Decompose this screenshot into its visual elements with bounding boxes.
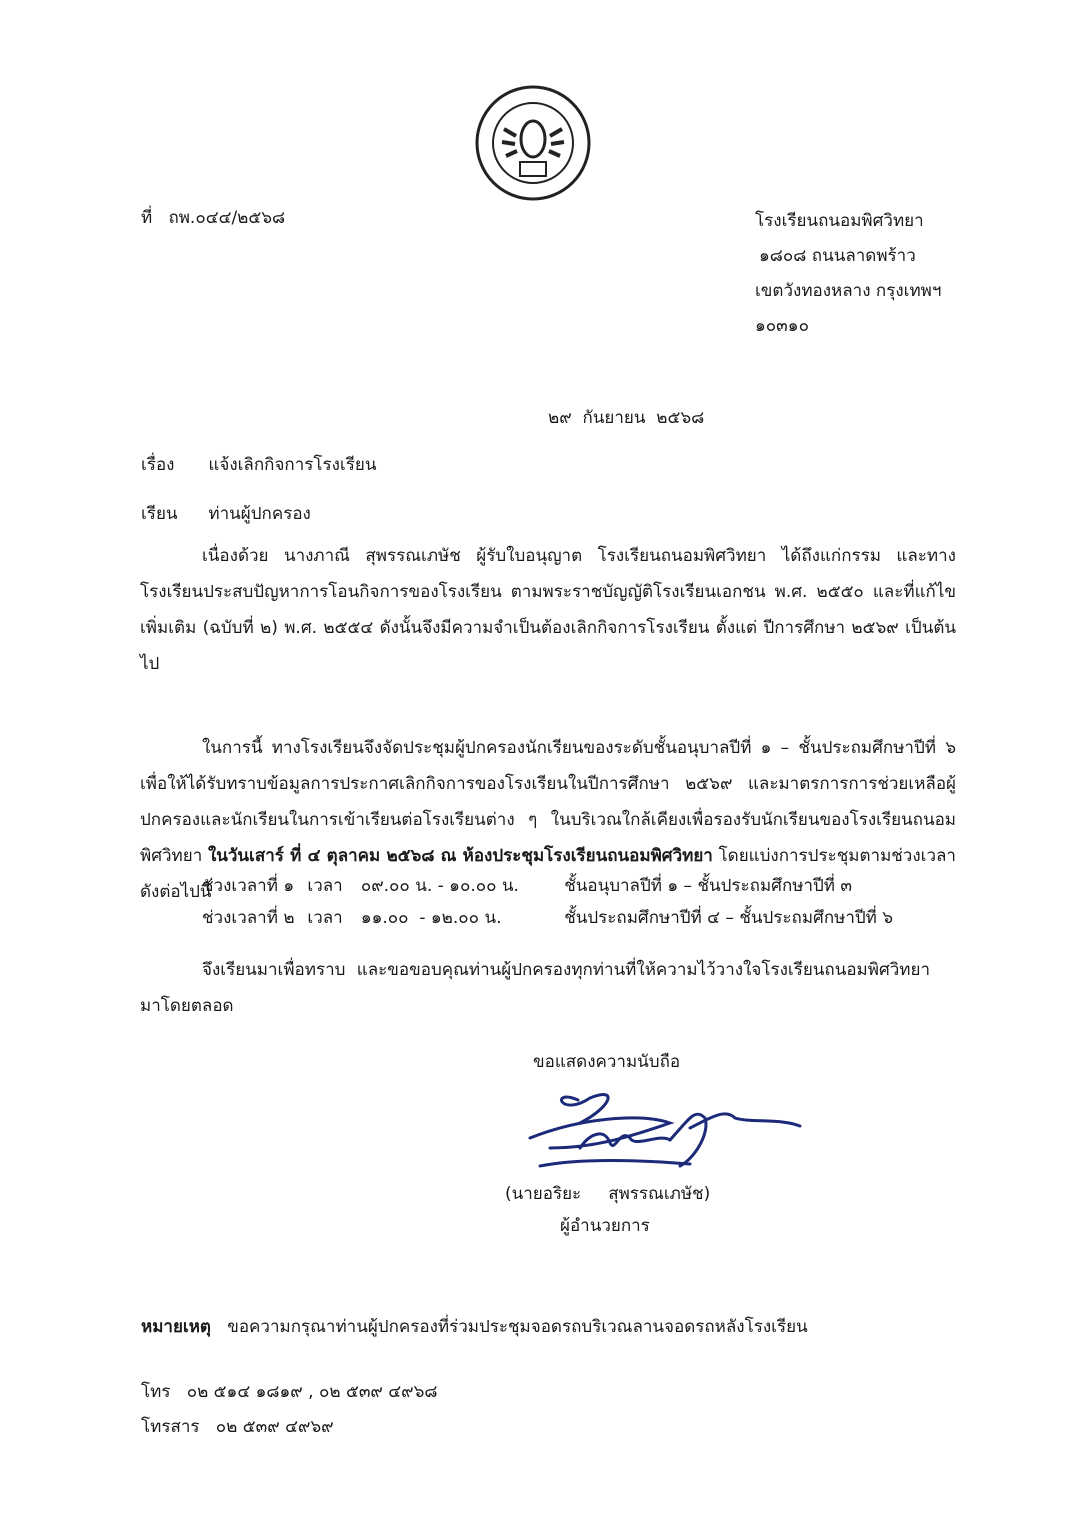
subject-label: เรื่อง [141,455,175,475]
meeting-date-location: ในวันเสาร์ ที่ ๔ ตุลาคม ๒๕๖๘ ณ ห้องประชุมโรงเรียนถนอมพิศวิทยา [207,846,713,866]
recipient-line [141,500,311,527]
fax-label: โทรสาร [141,1417,200,1437]
body-paragraph-1: เนื่องด้วย นางภาณี สุพรรณเภษัช ผู้รับใบอนุญาต โรงเรียนถนอมพิศวิทยา ได้ถึงแก่กรรม และทางโรงเรียนประสบปัญหาการโอนกิจการของโรงเรียน ตามพระราชบัญญัติโรงเรียนเอกชน พ.ศ. ๒๕๕๐ และที่แก้ไขเพิ่มเติม (ฉบับที่ ๒) พ.ศ. ๒๕๕๔ ดังนั้นจึงมีความจำเป็นต้องเลิกกิจการโรงเรียน ตั้งแต่ ปีการศึกษา ๒๕๖๙ เป็นต้นไป [140,546,956,674]
reference-number [141,204,285,231]
session-row [202,902,893,934]
paragraph2-text: ในการนี้ ทางโรงเรียนจึงจัดประชุมผู้ปกครองนักเรียนของระดับชั้นอนุบาลปีที่ ๑ – ชั้นประถมศึกษาปีที่ ๖ เพื่อให้ได้รับทราบข้อมูลการประกาศเลิกกิจการของโรงเรียนในปีการศึกษา ๒๕๖๙ และมาตรการการช่วยเหลือผู้ปกครองและนักเรียนในการเข้าเรียนต่อโรงเรียนต่าง ๆ ในบริเวณใกล้เคียงเพื่อรองรับนักเรียนของโรงเรียนถนอมพิศวิทยา [140,738,956,866]
phone-label: โทร [141,1382,171,1402]
paragraph2-text-end: โดยแบ่งการประชุมตามช่วงเวลาดังต่อไปนี้ [140,846,956,902]
note-line [141,1313,808,1340]
note-text: ขอความกรุณาท่านผู้ปกครองที่ร่วมประชุมจอดรถบริเวณลานจอดรถหลังโรงเรียน [227,1317,808,1337]
school-address [755,204,941,344]
closing-paragraph: จึงเรียนมาเพื่อทราบ และขอขอบคุณท่านผู้ปกครองทุกท่านที่ให้ความไว้วางใจโรงเรียนถนอมพิศวิทยา มาโดยตลอด [140,960,930,1016]
address-line: โรงเรียนถนอมพิศวิทยา [755,211,924,231]
session-time: ๐๙.๐๐ น. - ๑๐.๐๐ น. [360,876,519,896]
ref-value: ถพ.๐๔๔/๒๕๖๘ [168,208,286,228]
recipient-label: เรียน [141,504,178,524]
session-row [202,870,893,902]
address-line: ๑๐๓๑๐ [755,316,809,336]
phone-value: ๐๒ ๕๑๔ ๑๘๑๙ , ๐๒ ๕๓๙ ๔๙๖๘ [186,1382,438,1402]
fax-value: ๐๒ ๕๓๙ ๔๙๖๙ [215,1417,334,1437]
signer-title: ผู้อำนวยการ [560,1216,650,1236]
session-list [202,870,893,934]
address-line: เขตวังทองหลาง กรุงเทพฯ [755,281,942,301]
session-slot: ช่วงเวลาที่ ๒ [202,908,295,928]
note-label: หมายเหตุ [141,1317,211,1337]
session-time-label: เวลา [307,908,343,928]
letter-date: ๒๙ กันยายน ๒๕๖๘ [548,408,705,428]
session-slot: ช่วงเวลาที่ ๑ [202,876,295,896]
ref-label: ที่ [141,208,153,228]
subject-line [141,451,376,478]
session-grades: ชั้นประถมศึกษาปีที่ ๔ – ชั้นประถมศึกษาปีที่ ๖ [564,908,894,928]
signature [520,1078,810,1183]
session-grades: ชั้นอนุบาลปีที่ ๑ – ชั้นประถมศึกษาปีที่ ๓ [564,876,853,896]
session-time: ๑๑.๐๐ - ๑๒.๐๐ น. [360,908,502,928]
phone-line [141,1378,438,1405]
session-time-label: เวลา [307,876,343,896]
school-logo [474,84,592,207]
salutation: ขอแสดงความนับถือ [533,1052,681,1072]
address-line: ๑๘๐๘ ถนนลาดพร้าว [759,246,916,266]
recipient-value: ท่านผู้ปกครอง [208,504,311,524]
subject-value: แจ้งเลิกกิจการโรงเรียน [208,455,377,475]
fax-line [141,1413,334,1440]
signer-name: (นายอริยะ สุพรรณเภษัช) [505,1184,711,1204]
